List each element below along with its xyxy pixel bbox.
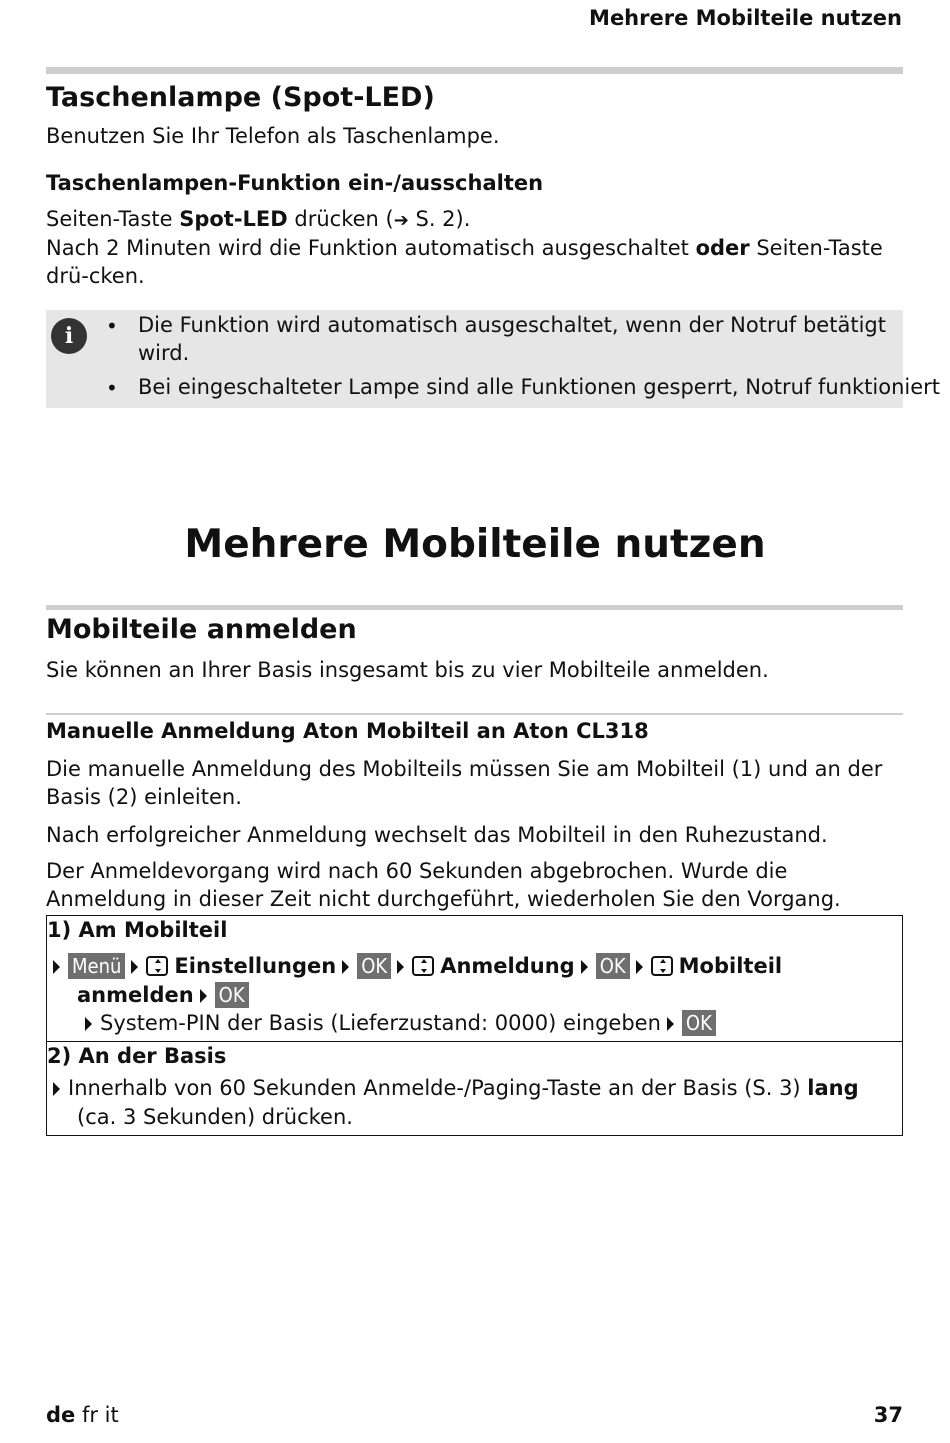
step-arrow-icon xyxy=(581,960,588,974)
nav-key-icon xyxy=(146,956,168,976)
register-para-3: Der Anmeldevorgang wird nach 60 Sekunden abgebrochen. Wurde die Anmeldung in dieser Zeit nicht durchgeführt, wiederholen Sie den Vorgang. xyxy=(46,859,841,911)
ok-key: OK xyxy=(215,982,249,1008)
chapter-title: Mehrere Mobilteile nutzen xyxy=(184,522,766,567)
nav-key-icon xyxy=(651,956,673,976)
subsection-rule xyxy=(46,713,903,715)
step-arrow-icon xyxy=(200,989,207,1003)
bullet: • xyxy=(106,314,118,338)
flashlight-intro: Benutzen Sie Ihr Telefon als Taschenlampe. xyxy=(46,124,500,148)
step-arrow-icon xyxy=(342,960,349,974)
info-item: Die Funktion wird automatisch ausgeschaltet, wenn der Notruf betätigt wird. xyxy=(138,313,886,365)
register-subtitle: Manuelle Anmeldung Aton Mobilteil an Aton CL318 xyxy=(46,719,649,743)
ok-key: OK xyxy=(357,953,391,979)
nav-key-icon xyxy=(412,956,434,976)
section-rule xyxy=(46,605,903,610)
base-step-continued: (ca. 3 Sekunden) drücken. xyxy=(77,1105,353,1129)
section-rule xyxy=(46,67,903,74)
running-header: Mehrere Mobilteile nutzen xyxy=(589,6,902,30)
arrow-right-icon: ➔ xyxy=(393,210,409,231)
ok-key: OK xyxy=(596,953,630,979)
register-para-2: Nach erfolgreicher Anmeldung wechselt das Mobilteil in den Ruhezustand. xyxy=(46,823,828,847)
menu-path: Menü Einstellungen OK Anmeldung OK Mobilteil xyxy=(47,952,782,980)
pin-step: System-PIN der Basis (Lieferzustand: 0000) eingeben OK xyxy=(77,1009,716,1037)
menu-key: Menü xyxy=(68,953,125,979)
step-arrow-icon xyxy=(131,960,138,974)
register-intro: Sie können an Ihrer Basis insgesamt bis zu vier Mobilteile anmelden. xyxy=(46,658,769,682)
info-item: Bei eingeschalteter Lampe sind alle Funktionen gesperrt, Notruf funktioniert xyxy=(138,375,941,399)
section-title-flashlight: Taschenlampe (Spot-LED) xyxy=(46,82,435,113)
step-heading-handset: 1) Am Mobilteil xyxy=(47,918,228,942)
base-step: Innerhalb von 60 Sekunden Anmelde-/Paging-Taste an der Basis (S. 3) lang xyxy=(47,1074,859,1102)
menu-path-continued: anmelden OK xyxy=(77,981,249,1009)
page-number: 37 xyxy=(873,1403,903,1427)
language-indicator: de fr it xyxy=(46,1403,119,1427)
step-arrow-icon xyxy=(85,1017,92,1031)
step-arrow-icon xyxy=(636,960,643,974)
section-title-register: Mobilteile anmelden xyxy=(46,614,357,645)
info-icon: i xyxy=(51,318,87,354)
steps-table xyxy=(46,915,903,1136)
flashlight-auto-off-text: Nach 2 Minuten wird die Funktion automatisch ausgeschaltet oder Seiten-Taste drü-cken. xyxy=(46,236,883,288)
flashlight-subtitle: Taschenlampen-Funktion ein-/ausschalten xyxy=(46,171,544,195)
step-arrow-icon xyxy=(53,960,60,974)
step-arrow-icon xyxy=(397,960,404,974)
step-arrow-icon xyxy=(667,1017,674,1031)
register-para-1: Die manuelle Anmeldung des Mobilteils müssen Sie am Mobilteil (1) und an der Basis (2) einleiten. xyxy=(46,757,883,809)
step-arrow-icon xyxy=(53,1082,60,1096)
bullet: • xyxy=(106,376,118,400)
flashlight-step-line: Seiten-Taste Spot-LED drücken (➔ S. 2). xyxy=(46,205,906,235)
step-heading-base: 2) An der Basis xyxy=(47,1044,227,1068)
ok-key: OK xyxy=(682,1010,716,1036)
info-box xyxy=(46,310,941,408)
